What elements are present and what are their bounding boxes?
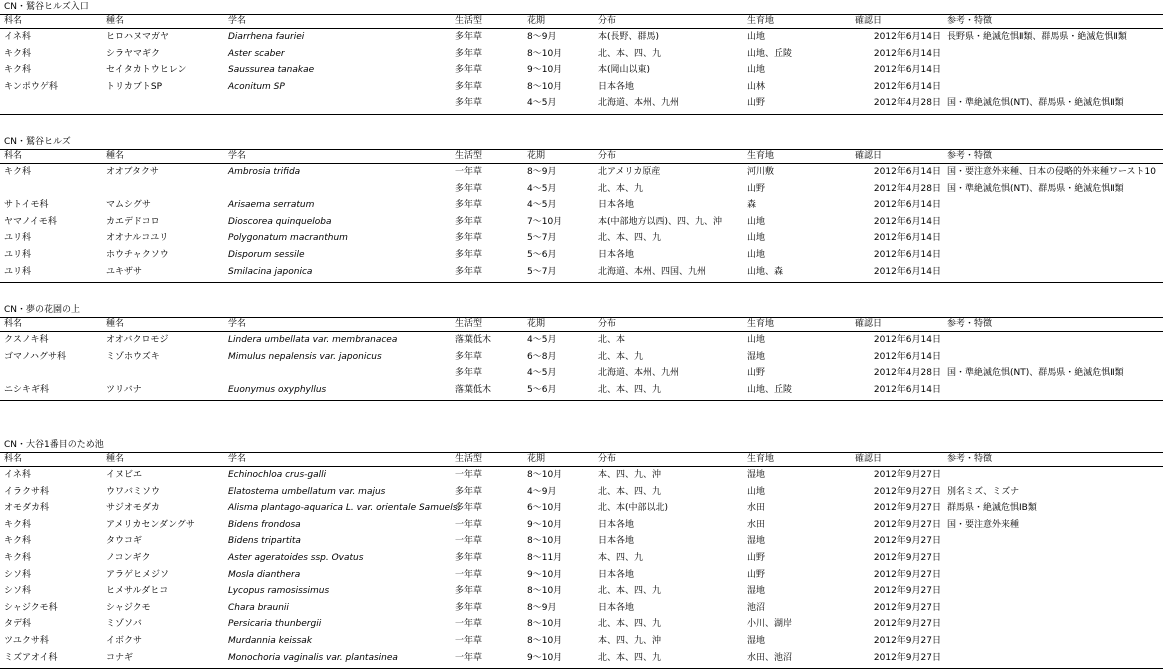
species-cell: ウワバミソウ — [106, 486, 161, 497]
habitat-cell: 山地、森 — [747, 266, 784, 277]
family-cell: キク科 — [4, 519, 32, 530]
species-cell: マムシグサ — [106, 200, 151, 211]
distribution-cell: 日本各地 — [598, 536, 635, 547]
distribution-cell: 北、本、四、九 — [598, 384, 662, 395]
distribution-cell: 北、本、四、九 — [598, 619, 662, 630]
table-row — [0, 198, 1163, 215]
header-habitat: 生育地 — [747, 151, 775, 161]
table-header — [0, 317, 1163, 332]
species-cell: サジオモダカ — [106, 503, 160, 514]
flowering-period-cell: 4～5月 — [527, 335, 557, 345]
flowering-period-cell: 8～9月 — [527, 167, 557, 177]
distribution-cell: 日本各地 — [598, 81, 635, 92]
table-row — [0, 366, 1163, 383]
species-cell: ミゾソバ — [106, 619, 142, 630]
table-row — [0, 165, 1163, 182]
habitat-cell: 山野 — [747, 98, 766, 109]
flowering-period-cell: 7～10月 — [527, 216, 563, 227]
confirmed-date-cell: 2012年9月27日 — [873, 536, 941, 547]
confirmed-date-cell: 2012年9月27日 — [873, 486, 941, 497]
header-notes: 参考・特徴 — [947, 16, 993, 26]
scientific-name-cell: Diarrhena fauriei — [228, 32, 305, 42]
distribution-cell: 北、本(中部以北) — [598, 503, 669, 514]
confirmed-date-cell: 2012年6月14日 — [873, 200, 941, 211]
flowering-period-cell: 5～7月 — [527, 233, 557, 244]
lifeform-cell: 多年草 — [455, 216, 483, 227]
flowering-period-cell: 5～6月 — [527, 384, 557, 395]
species-cell: オオナルコユリ — [106, 233, 169, 244]
header-date: 確認日 — [855, 16, 883, 26]
flowering-period-cell: 9～10月 — [527, 652, 563, 663]
family-cell: クスノキ科 — [4, 335, 49, 345]
notes-cell: 国・準絶滅危惧(NT)、群馬県・絶滅危惧Ⅱ類 — [947, 368, 1124, 379]
family-cell: キンポウゲ科 — [4, 81, 58, 92]
habitat-cell: 山地 — [747, 216, 766, 227]
table-header — [0, 149, 1163, 164]
table-row — [0, 601, 1163, 618]
distribution-cell: 北アメリカ原産 — [598, 167, 661, 177]
notes-cell: 国・準絶滅危惧(NT)、群馬県・絶滅危惧Ⅱ類 — [947, 183, 1124, 194]
species-cell: ヒメサルダヒコ — [106, 586, 169, 597]
table-row — [0, 231, 1163, 248]
distribution-cell: 北、本、四、九 — [598, 48, 662, 59]
lifeform-cell: 多年草 — [455, 503, 483, 514]
confirmed-date-cell: 2012年6月14日 — [873, 384, 941, 395]
lifeform-cell: 多年草 — [455, 486, 483, 497]
species-cell: コナギ — [106, 652, 134, 663]
flowering-period-cell: 9～10月 — [527, 65, 563, 76]
lifeform-cell: 一年草 — [455, 619, 483, 630]
lifeform-cell: 多年草 — [455, 351, 483, 362]
scientific-name-cell: Bidens tripartita — [228, 536, 301, 547]
family-cell: キク科 — [4, 536, 32, 547]
table-row — [0, 551, 1163, 568]
confirmed-date-cell: 2012年4月28日 — [873, 98, 941, 109]
lifeform-cell: 一年草 — [455, 536, 483, 547]
species-cell: ツリバナ — [106, 384, 142, 395]
table-row — [0, 350, 1163, 367]
flowering-period-cell: 4～5月 — [527, 183, 557, 194]
header-distribution: 分布 — [598, 151, 617, 161]
table-row — [0, 468, 1163, 485]
flowering-period-cell: 4～5月 — [527, 368, 557, 379]
table-row — [0, 182, 1163, 199]
habitat-cell: 山林 — [747, 81, 766, 92]
confirmed-date-cell: 2012年4月28日 — [873, 368, 941, 379]
distribution-cell: 日本各地 — [598, 200, 635, 211]
species-cell: タウコギ — [106, 536, 143, 547]
scientific-name-cell: Lycopus ramosissimus — [228, 586, 330, 597]
table-row — [0, 518, 1163, 535]
distribution-cell: 日本各地 — [598, 519, 635, 530]
header-family: 科名 — [4, 454, 23, 464]
habitat-cell: 山野 — [747, 368, 766, 379]
table-row — [0, 47, 1163, 64]
flowering-period-cell: 5～7月 — [527, 266, 557, 277]
lifeform-cell: 多年草 — [455, 553, 483, 563]
lifeform-cell: 一年草 — [455, 519, 483, 530]
table-row — [0, 584, 1163, 601]
scientific-name-cell: Arisaema serratum — [228, 200, 315, 211]
distribution-cell: 北海道、本州、四国、九州 — [598, 266, 707, 277]
habitat-cell: 湿地 — [747, 470, 766, 480]
habitat-cell: 山地 — [747, 32, 766, 42]
species-cell: アメリカセンダングサ — [106, 519, 195, 530]
scientific-name-cell: Aster scaber — [228, 48, 285, 59]
lifeform-cell: 多年草 — [455, 65, 483, 76]
notes-cell: 長野県・絶滅危惧Ⅱ類、群馬県・絶滅危惧Ⅱ類 — [947, 32, 1127, 42]
species-cell: ユキザサ — [106, 266, 143, 277]
habitat-cell: 湿地 — [747, 636, 766, 646]
distribution-cell: 北、本、九 — [598, 351, 644, 362]
table-bottom-rule — [0, 400, 1163, 401]
flowering-period-cell: 8～10月 — [527, 81, 563, 92]
header-species: 種名 — [106, 151, 125, 161]
confirmed-date-cell: 2012年6月14日 — [873, 250, 941, 260]
scientific-name-cell: Disporum sessile — [228, 250, 305, 260]
distribution-cell: 北、本 — [598, 335, 626, 345]
scientific-name-cell: Ambrosia trifida — [228, 167, 301, 177]
scientific-name-cell: Chara braunii — [228, 602, 289, 613]
family-cell: サトイモ科 — [4, 200, 49, 211]
confirmed-date-cell: 2012年6月14日 — [873, 48, 941, 59]
habitat-cell: 湿地 — [747, 586, 766, 597]
table-row — [0, 248, 1163, 265]
family-cell: ユリ科 — [4, 250, 32, 260]
habitat-cell: 山地 — [747, 65, 766, 76]
flowering-period-cell: 6～8月 — [527, 351, 557, 362]
distribution-cell: 本(岡山以東) — [598, 65, 651, 76]
notes-cell: 別名ミズ、ミズナ — [947, 486, 1020, 497]
scientific-name-cell: Alisma plantago-aquarica L. var. orientale Samuels. — [228, 503, 461, 514]
scientific-name-cell: Saussurea tanakae — [228, 65, 315, 76]
lifeform-cell: 多年草 — [455, 32, 483, 42]
header-flowering: 花期 — [527, 319, 546, 329]
table-row — [0, 534, 1163, 551]
family-cell: ユリ科 — [4, 233, 32, 244]
scientific-name-cell: Smilacina japonica — [228, 266, 313, 277]
header-scientific: 学名 — [228, 151, 247, 161]
species-cell: ヒロハヌマガヤ — [106, 32, 170, 42]
flowering-period-cell: 8～10月 — [527, 619, 563, 630]
table-row — [0, 333, 1163, 350]
species-cell: オオブタクサ — [106, 167, 159, 177]
confirmed-date-cell: 2012年6月14日 — [873, 351, 941, 362]
flowering-period-cell: 5～6月 — [527, 250, 557, 260]
lifeform-cell: 多年草 — [455, 250, 483, 260]
header-distribution: 分布 — [598, 319, 617, 329]
lifeform-cell: 一年草 — [455, 569, 483, 580]
species-cell: ホウチャクソウ — [106, 250, 169, 260]
header-species: 種名 — [106, 454, 125, 464]
notes-cell: 群馬県・絶滅危惧ⅠB類 — [947, 503, 1037, 514]
lifeform-cell: 多年草 — [455, 98, 483, 109]
family-cell: ツユクサ科 — [4, 636, 49, 646]
flowering-period-cell: 8～10月 — [527, 636, 563, 646]
distribution-cell: 日本各地 — [598, 602, 635, 613]
table-row — [0, 80, 1163, 97]
section-title: CN・鷲谷ヒルズ入口 — [4, 2, 89, 12]
species-cell: トリカブトSP — [106, 81, 163, 92]
lifeform-cell: 多年草 — [455, 368, 483, 379]
confirmed-date-cell: 2012年9月27日 — [873, 636, 941, 646]
flowering-period-cell: 8～10月 — [527, 586, 563, 597]
flowering-period-cell: 4～9月 — [527, 486, 557, 497]
family-cell: イネ科 — [4, 470, 31, 480]
family-cell: キク科 — [4, 553, 32, 563]
family-cell: キク科 — [4, 167, 32, 177]
scientific-name-cell: Aconitum SP — [228, 81, 285, 92]
table-row — [0, 634, 1163, 651]
family-cell: イネ科 — [4, 32, 31, 42]
header-scientific: 学名 — [228, 16, 247, 26]
table-header — [0, 452, 1163, 467]
species-cell: シラヤマギク — [106, 48, 161, 59]
notes-cell: 国・要注意外来種 — [947, 519, 1020, 530]
table-row — [0, 265, 1163, 282]
header-family: 科名 — [4, 319, 23, 329]
lifeform-cell: 一年草 — [455, 652, 483, 663]
family-cell: ニシキギ科 — [4, 384, 50, 395]
lifeform-cell: 一年草 — [455, 167, 483, 177]
lifeform-cell: 多年草 — [455, 81, 483, 92]
family-cell: キク科 — [4, 65, 32, 76]
lifeform-cell: 多年草 — [455, 48, 483, 59]
confirmed-date-cell: 2012年6月14日 — [873, 216, 941, 227]
confirmed-date-cell: 2012年6月14日 — [873, 32, 941, 42]
scientific-name-cell: Lindera umbellata var. membranacea — [228, 335, 398, 345]
habitat-cell: 山野 — [747, 569, 766, 580]
habitat-cell: 山地 — [747, 250, 766, 260]
lifeform-cell: 多年草 — [455, 183, 483, 194]
header-notes: 参考・特徴 — [947, 319, 993, 329]
distribution-cell: 日本各地 — [598, 250, 635, 260]
habitat-cell: 水田、池沼 — [747, 652, 793, 663]
header-lifeform: 生活型 — [455, 151, 483, 161]
header-family: 科名 — [4, 151, 23, 161]
distribution-cell: 日本各地 — [598, 569, 635, 580]
table-header — [0, 14, 1163, 29]
header-species: 種名 — [106, 16, 125, 26]
confirmed-date-cell: 2012年9月27日 — [873, 602, 941, 613]
distribution-cell: 本、四、九 — [598, 553, 644, 563]
flowering-period-cell: 8～9月 — [527, 602, 557, 613]
habitat-cell: 山野 — [747, 553, 766, 563]
flowering-period-cell: 6～10月 — [527, 503, 563, 514]
distribution-cell: 本(中部地方以西)、四、九、沖 — [598, 216, 723, 227]
header-habitat: 生育地 — [747, 319, 775, 329]
species-cell: イヌビエ — [106, 470, 143, 480]
table-bottom-rule — [0, 114, 1163, 115]
confirmed-date-cell: 2012年6月14日 — [873, 167, 941, 177]
table-row — [0, 215, 1163, 232]
confirmed-date-cell: 2012年6月14日 — [873, 81, 941, 92]
table-row — [0, 383, 1163, 400]
habitat-cell: 水田 — [747, 503, 766, 514]
header-scientific: 学名 — [228, 319, 247, 329]
confirmed-date-cell: 2012年9月27日 — [873, 586, 941, 597]
scientific-name-cell: Persicaria thunbergii — [228, 619, 322, 630]
scientific-name-cell: Aster ageratoides ssp. Ovatus — [228, 553, 364, 563]
scientific-name-cell: Elatostema umbellatum var. majus — [228, 486, 386, 497]
family-cell: シャジクモ科 — [4, 602, 58, 613]
habitat-cell: 水田 — [747, 519, 766, 530]
scientific-name-cell: Euonymus oxyphyllus — [228, 384, 327, 395]
table-row — [0, 651, 1163, 668]
flowering-period-cell: 8～10月 — [527, 470, 563, 480]
lifeform-cell: 落葉低木 — [455, 384, 492, 395]
confirmed-date-cell: 2012年6月14日 — [873, 65, 941, 76]
habitat-cell: 山地 — [747, 233, 766, 244]
scientific-name-cell: Dioscorea quinqueloba — [228, 216, 332, 227]
confirmed-date-cell: 2012年6月14日 — [873, 233, 941, 244]
flowering-period-cell: 9～10月 — [527, 569, 563, 580]
confirmed-date-cell: 2012年4月28日 — [873, 183, 941, 194]
scientific-name-cell: Mosla dianthera — [228, 569, 301, 580]
distribution-cell: 北、本、四、九 — [598, 652, 662, 663]
confirmed-date-cell: 2012年9月27日 — [873, 569, 941, 580]
table-row — [0, 617, 1163, 634]
family-cell: ゴマノハグサ科 — [4, 351, 67, 362]
species-cell: シャジクモ — [106, 602, 151, 613]
header-date: 確認日 — [855, 151, 883, 161]
flowering-period-cell: 4～5月 — [527, 200, 557, 211]
section-title: CN・夢の花園の上 — [4, 305, 81, 315]
table-row — [0, 96, 1163, 113]
scientific-name-cell: Monochoria vaginalis var. plantasinea — [228, 652, 398, 663]
distribution-cell: 北、本、四、九 — [598, 486, 662, 497]
family-cell: キク科 — [4, 48, 32, 59]
header-scientific: 学名 — [228, 454, 247, 464]
habitat-cell: 湿地 — [747, 536, 766, 547]
habitat-cell: 森 — [747, 200, 757, 211]
header-flowering: 花期 — [527, 454, 546, 464]
species-cell: オオバクロモジ — [106, 335, 169, 345]
header-distribution: 分布 — [598, 16, 617, 26]
section-title: CN・大谷1番目のため池 — [4, 440, 104, 450]
table-row — [0, 568, 1163, 585]
table-row — [0, 501, 1163, 518]
lifeform-cell: 一年草 — [455, 470, 483, 480]
scientific-name-cell: Echinochloa crus-galli — [228, 470, 327, 480]
family-cell: タデ科 — [4, 619, 32, 630]
habitat-cell: 山地 — [747, 486, 766, 497]
header-notes: 参考・特徴 — [947, 454, 993, 464]
family-cell: シソ科 — [4, 586, 32, 597]
lifeform-cell: 多年草 — [455, 602, 483, 613]
lifeform-cell: 多年草 — [455, 586, 483, 597]
flowering-period-cell: 8～11月 — [527, 553, 563, 563]
species-cell: イボクサ — [106, 636, 143, 646]
species-cell: カエデドコロ — [106, 216, 160, 227]
header-family: 科名 — [4, 16, 23, 26]
family-cell: イラクサ科 — [4, 486, 50, 497]
lifeform-cell: 多年草 — [455, 233, 483, 244]
notes-cell: 国・要注意外来種、日本の侵略的外来種ワースト10 — [947, 167, 1157, 177]
confirmed-date-cell: 2012年9月27日 — [873, 619, 941, 630]
header-date: 確認日 — [855, 319, 883, 329]
lifeform-cell: 多年草 — [455, 266, 483, 277]
flowering-period-cell: 8～10月 — [527, 48, 563, 59]
habitat-cell: 池沼 — [747, 602, 766, 613]
confirmed-date-cell: 2012年9月27日 — [873, 553, 941, 563]
distribution-cell: 本、四、九、沖 — [598, 470, 662, 480]
table-bottom-rule — [0, 282, 1163, 283]
family-cell: オモダカ科 — [4, 503, 50, 514]
family-cell: ヤマノイモ科 — [4, 216, 57, 227]
scientific-name-cell: Murdannia keissak — [228, 636, 313, 646]
family-cell: ユリ科 — [4, 266, 32, 277]
scientific-name-cell: Mimulus nepalensis var. japonicus — [228, 351, 382, 362]
header-habitat: 生育地 — [747, 454, 775, 464]
confirmed-date-cell: 2012年9月27日 — [873, 652, 941, 663]
table-row — [0, 30, 1163, 47]
distribution-cell: 本(長野、群馬) — [598, 32, 660, 42]
habitat-cell: 湿地 — [747, 351, 766, 362]
flowering-period-cell: 8～9月 — [527, 32, 557, 42]
header-flowering: 花期 — [527, 151, 546, 161]
scientific-name-cell: Polygonatum macranthum — [228, 233, 348, 244]
flowering-period-cell: 8～10月 — [527, 536, 563, 547]
distribution-cell: 北、本、四、九 — [598, 233, 662, 244]
header-lifeform: 生活型 — [455, 319, 483, 329]
lifeform-cell: 多年草 — [455, 200, 483, 211]
species-cell: セイタカトウヒレン — [106, 65, 187, 76]
lifeform-cell: 落葉低木 — [455, 335, 492, 345]
distribution-cell: 北、本、九 — [598, 183, 644, 194]
confirmed-date-cell: 2012年9月27日 — [873, 503, 941, 514]
species-cell: アラゲヒメジソ — [106, 569, 170, 580]
habitat-cell: 山野 — [747, 183, 766, 194]
header-notes: 参考・特徴 — [947, 151, 993, 161]
notes-cell: 国・準絶滅危惧(NT)、群馬県・絶滅危惧Ⅱ類 — [947, 98, 1124, 109]
flowering-period-cell: 9～10月 — [527, 519, 563, 530]
confirmed-date-cell: 2012年9月27日 — [873, 519, 941, 530]
header-flowering: 花期 — [527, 16, 546, 26]
distribution-cell: 北海道、本州、九州 — [598, 368, 680, 379]
distribution-cell: 北、本、四、九 — [598, 586, 662, 597]
header-lifeform: 生活型 — [455, 454, 483, 464]
distribution-cell: 本、四、九、沖 — [598, 636, 662, 646]
flowering-period-cell: 4～5月 — [527, 98, 557, 109]
table-row — [0, 485, 1163, 502]
header-species: 種名 — [106, 319, 125, 329]
family-cell: シソ科 — [4, 569, 32, 580]
habitat-cell: 山地、丘陵 — [747, 48, 793, 59]
header-lifeform: 生活型 — [455, 16, 483, 26]
species-cell: ノコンギク — [106, 553, 151, 563]
family-cell: ミズアオイ科 — [4, 652, 58, 663]
table-row — [0, 63, 1163, 80]
habitat-cell: 河川敷 — [747, 167, 775, 177]
header-date: 確認日 — [855, 454, 883, 464]
habitat-cell: 山地 — [747, 335, 766, 345]
confirmed-date-cell: 2012年6月14日 — [873, 335, 941, 345]
habitat-cell: 山地、丘陵 — [747, 384, 793, 395]
header-habitat: 生育地 — [747, 16, 775, 26]
species-cell: ミゾホウズキ — [106, 351, 160, 362]
distribution-cell: 北海道、本州、九州 — [598, 98, 680, 109]
confirmed-date-cell: 2012年6月14日 — [873, 266, 941, 277]
header-distribution: 分布 — [598, 454, 617, 464]
scientific-name-cell: Bidens frondosa — [228, 519, 301, 530]
confirmed-date-cell: 2012年9月27日 — [873, 470, 941, 480]
habitat-cell: 小川、湖岸 — [747, 619, 793, 630]
lifeform-cell: 一年草 — [455, 636, 483, 646]
section-title: CN・鷲谷ヒルズ — [4, 137, 71, 147]
